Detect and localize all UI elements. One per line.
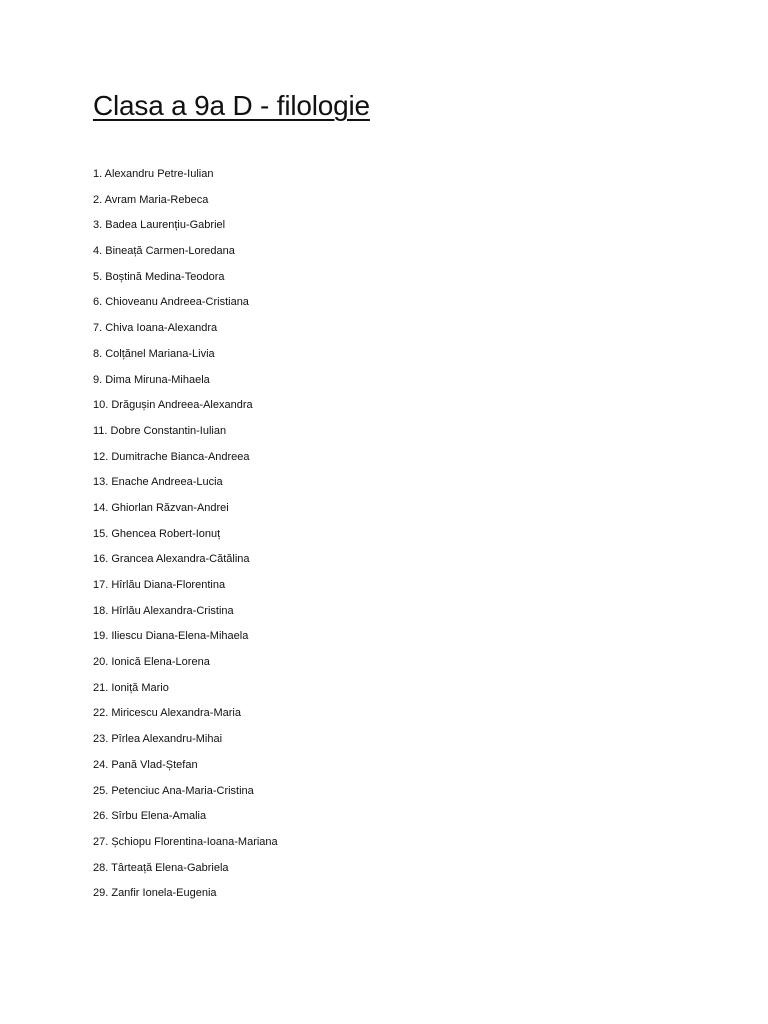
list-item: 24. Pană Vlad-Ștefan	[93, 758, 198, 771]
list-item: 21. Ioniță Mario	[93, 681, 169, 694]
list-item: 27. Șchiopu Florentina-Ioana-Mariana	[93, 835, 278, 848]
list-item: 14. Ghiorlan Răzvan-Andrei	[93, 501, 229, 514]
list-item: 8. Colțănel Mariana-Livia	[93, 347, 215, 360]
list-item: 9. Dima Miruna-Mihaela	[93, 373, 210, 386]
list-item: 16. Grancea Alexandra-Cătălina	[93, 553, 250, 566]
list-item: 5. Boștină Medina-Teodora	[93, 270, 225, 283]
list-item: 1. Alexandru Petre-Iulian	[93, 168, 214, 180]
list-item: 18. Hîrlău Alexandra-Cristina	[93, 604, 234, 617]
list-item: 6. Chioveanu Andreea-Cristiana	[93, 296, 249, 309]
list-item: 2. Avram Maria-Rebeca	[93, 193, 209, 206]
list-item: 20. Ionică Elena-Lorena	[93, 656, 210, 669]
list-item: 25. Petenciuc Ana-Maria-Cristina	[93, 784, 254, 797]
list-item: 15. Ghencea Robert-Ionuț	[93, 527, 221, 540]
list-item: 11. Dobre Constantin-Iulian	[93, 424, 227, 437]
list-item: 17. Hîrlău Diana-Florentina	[93, 579, 226, 591]
list-item: 19. Iliescu Diana-Elena-Mihaela	[93, 630, 249, 643]
list-item: 26. Sîrbu Elena-Amalia	[93, 810, 207, 823]
page-title: Clasa a 9a D - filologie	[93, 90, 370, 121]
list-item: 13. Enache Andreea-Lucia	[93, 476, 223, 489]
list-item: 7. Chiva Ioana-Alexandra	[93, 322, 218, 335]
list-item: 29. Zanfir Ionela-Eugenia	[93, 887, 217, 900]
list-item: 3. Badea Laurențiu-Gabriel	[93, 219, 226, 232]
list-item: 10. Drăgușin Andreea-Alexandra	[93, 399, 253, 412]
list-item: 12. Dumitrache Bianca-Andreea	[93, 450, 250, 463]
list-item: 23. Pîrlea Alexandru-Mihai	[93, 733, 223, 746]
student-list	[93, 166, 278, 911]
list-item: 28. Târteață Elena-Gabriela	[93, 861, 229, 874]
list-item: 4. Bineață Carmen-Loredana	[93, 245, 235, 258]
list-item: 22. Miricescu Alexandra-Maria	[93, 707, 241, 720]
